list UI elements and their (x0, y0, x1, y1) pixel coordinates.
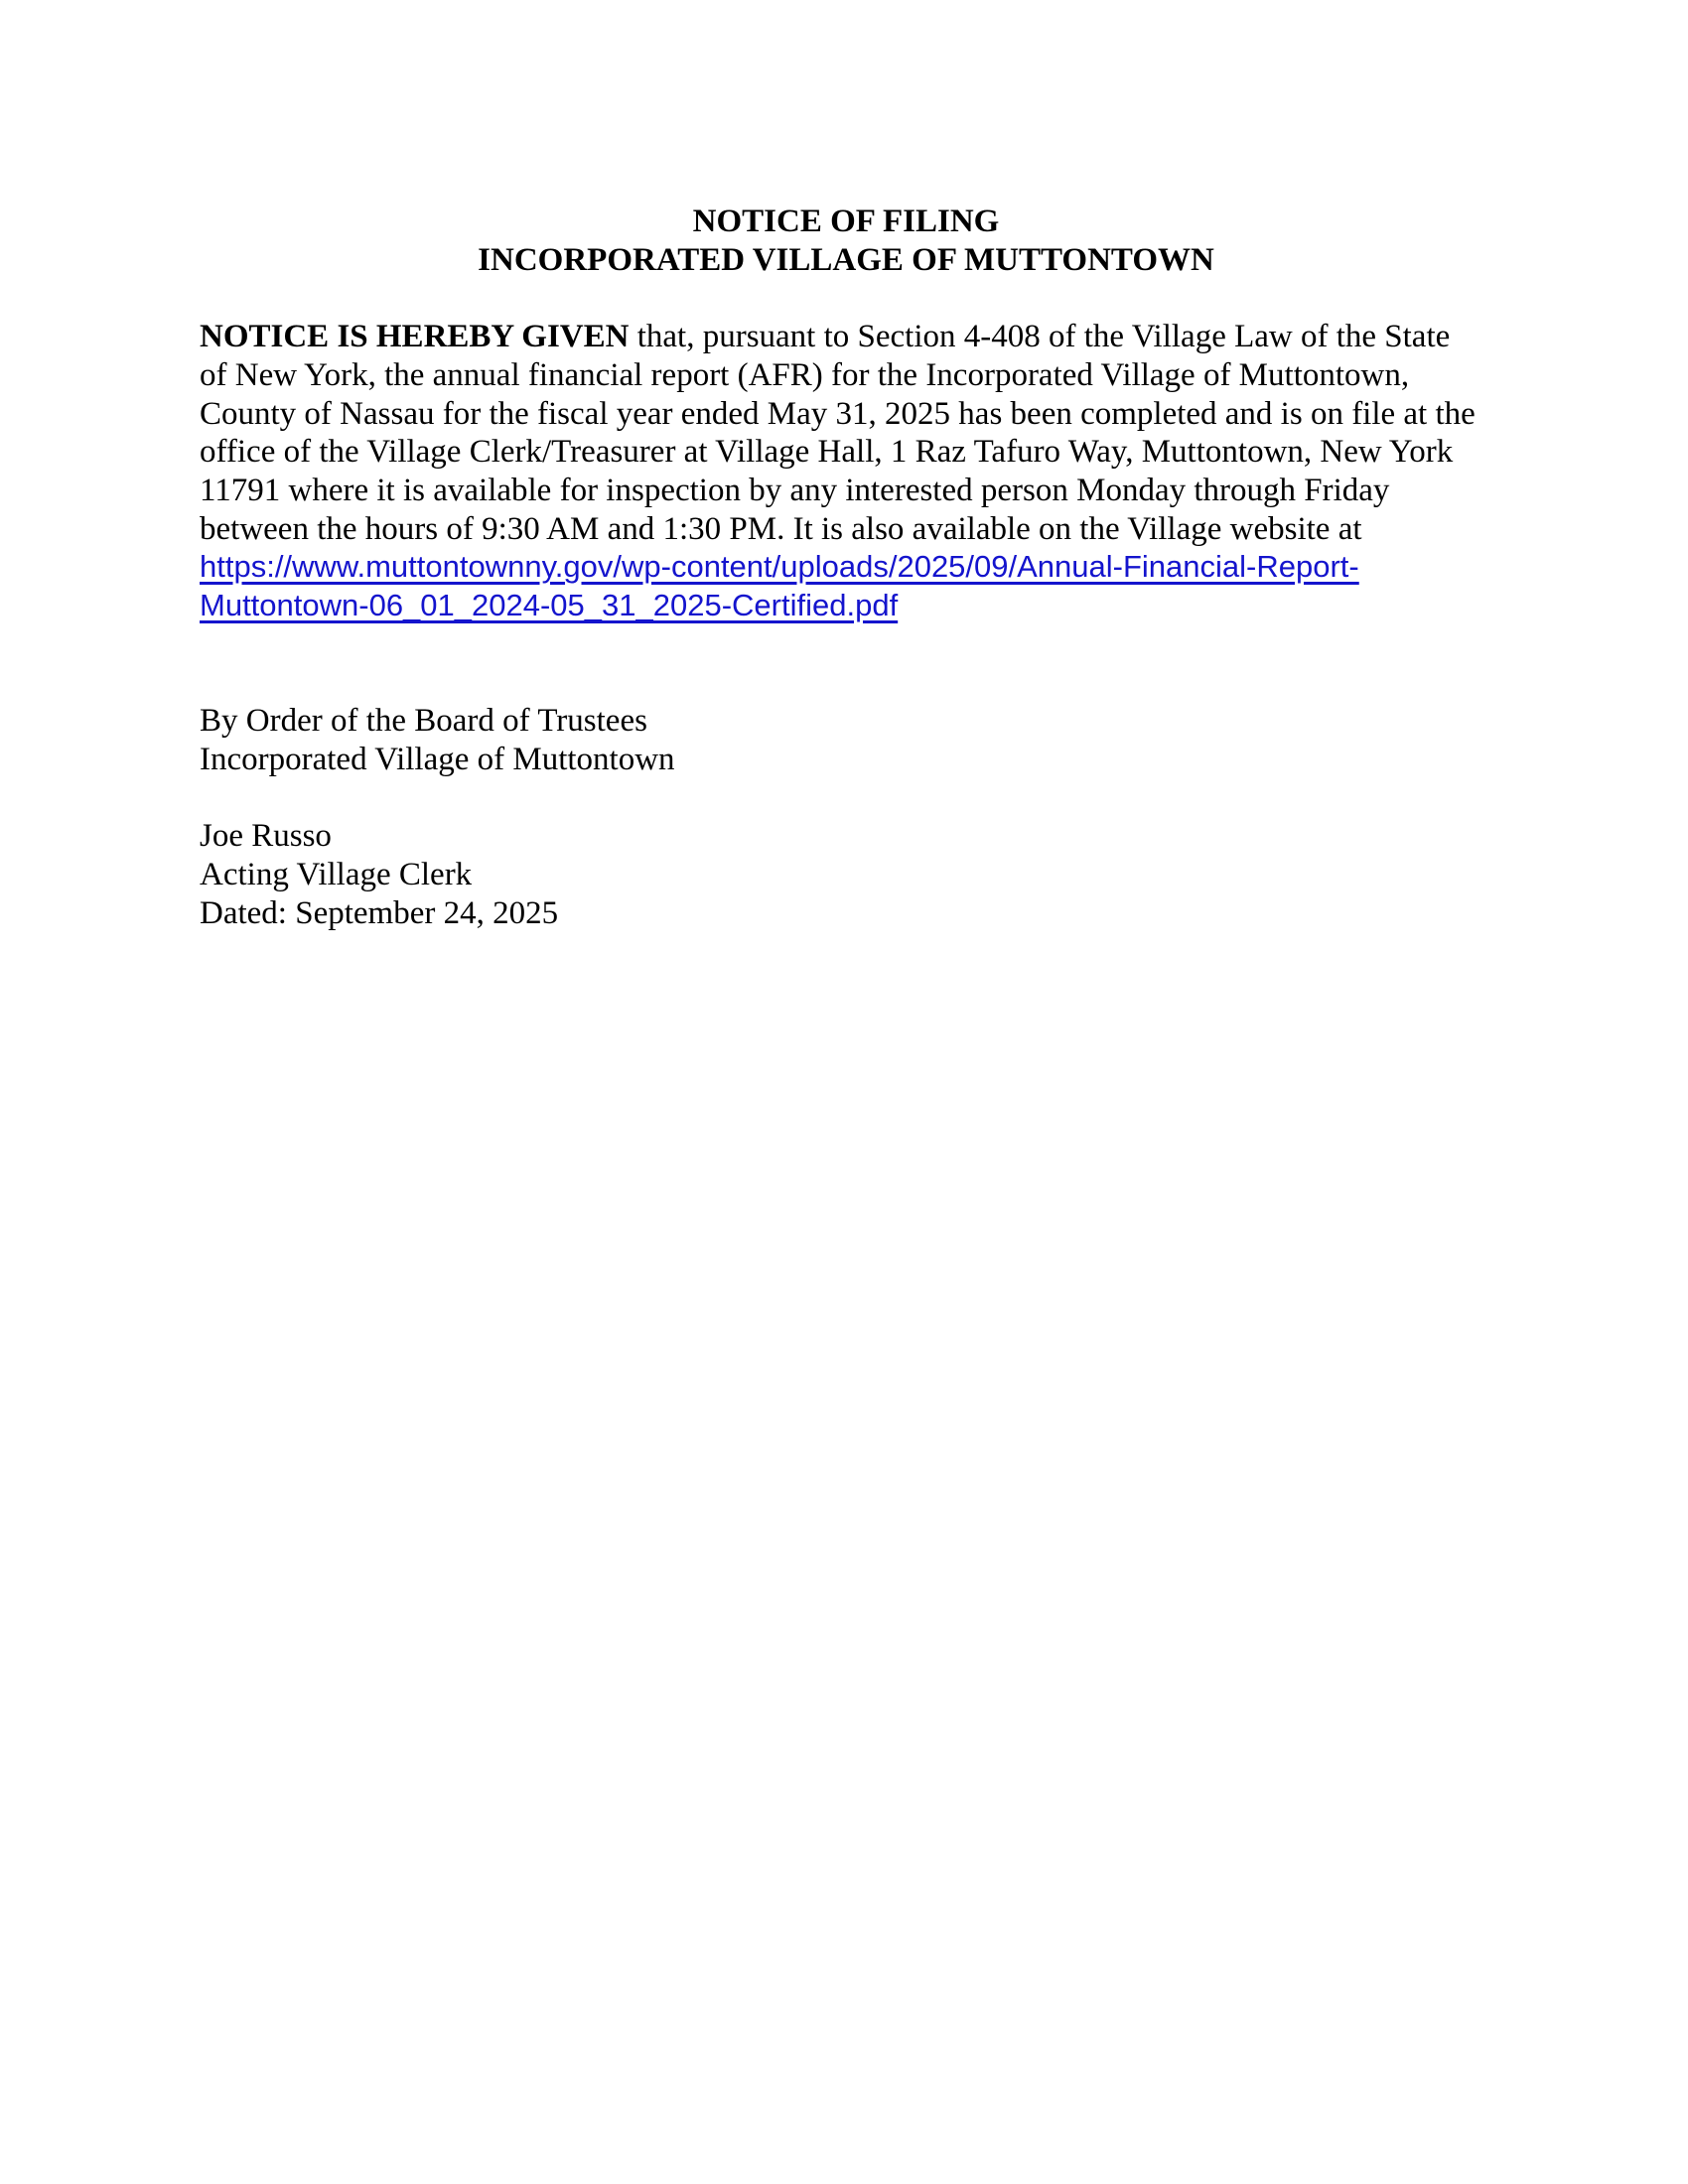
signature-name: Joe Russo (200, 818, 332, 855)
body-line-4: office of the Village Clerk/Treasurer at Village Hall, 1 Raz Tafuro Way, Muttontown, New York (200, 434, 1454, 471)
afr-report-link-line-1[interactable]: https://www.muttontownny.gov/wp-content/uploads/2025/09/Annual-Financial-Report- (200, 549, 1359, 585)
closing-block (200, 702, 1492, 778)
title-line-1: NOTICE OF FILING (692, 204, 1000, 239)
afr-report-link[interactable] (200, 549, 1359, 622)
closing-line-2: Incorporated Village of Muttontown (200, 741, 675, 777)
body-line-3: County of Nassau for the fiscal year ended May 31, 2025 has been completed and is on file at the (200, 395, 1476, 432)
notice-lead-bold: NOTICE IS HEREBY GIVEN (200, 319, 630, 355)
body-line-5: 11791 where it is available for inspection by any interested person Monday through Friday (200, 472, 1390, 508)
body-line-1 (200, 318, 1492, 356)
closing-line-1: By Order of the Board of Trustees (200, 703, 647, 740)
title-line-2: INCORPORATED VILLAGE OF MUTTONTOWN (478, 241, 1214, 278)
signature-block (200, 817, 1492, 932)
signature-title: Acting Village Clerk (200, 856, 473, 892)
body-line-6: between the hours of 9:30 AM and 1:30 PM. It is also available on the Village website at (200, 510, 1362, 547)
document-title (200, 203, 1492, 279)
afr-report-link-wrap (200, 548, 1492, 624)
afr-report-link-line-2[interactable]: Muttontown-06_01_2024-05_31_2025-Certified.pdf (200, 588, 899, 623)
notice-paragraph (200, 318, 1492, 625)
body-line-2: of New York, the annual financial report (AFR) for the Incorporated Village of Muttontown, (200, 356, 1410, 393)
signature-date: Dated: September 24, 2025 (200, 894, 559, 931)
body-line-1-rest: that, pursuant to Section 4-408 of the Village Law of the State (629, 319, 1451, 355)
